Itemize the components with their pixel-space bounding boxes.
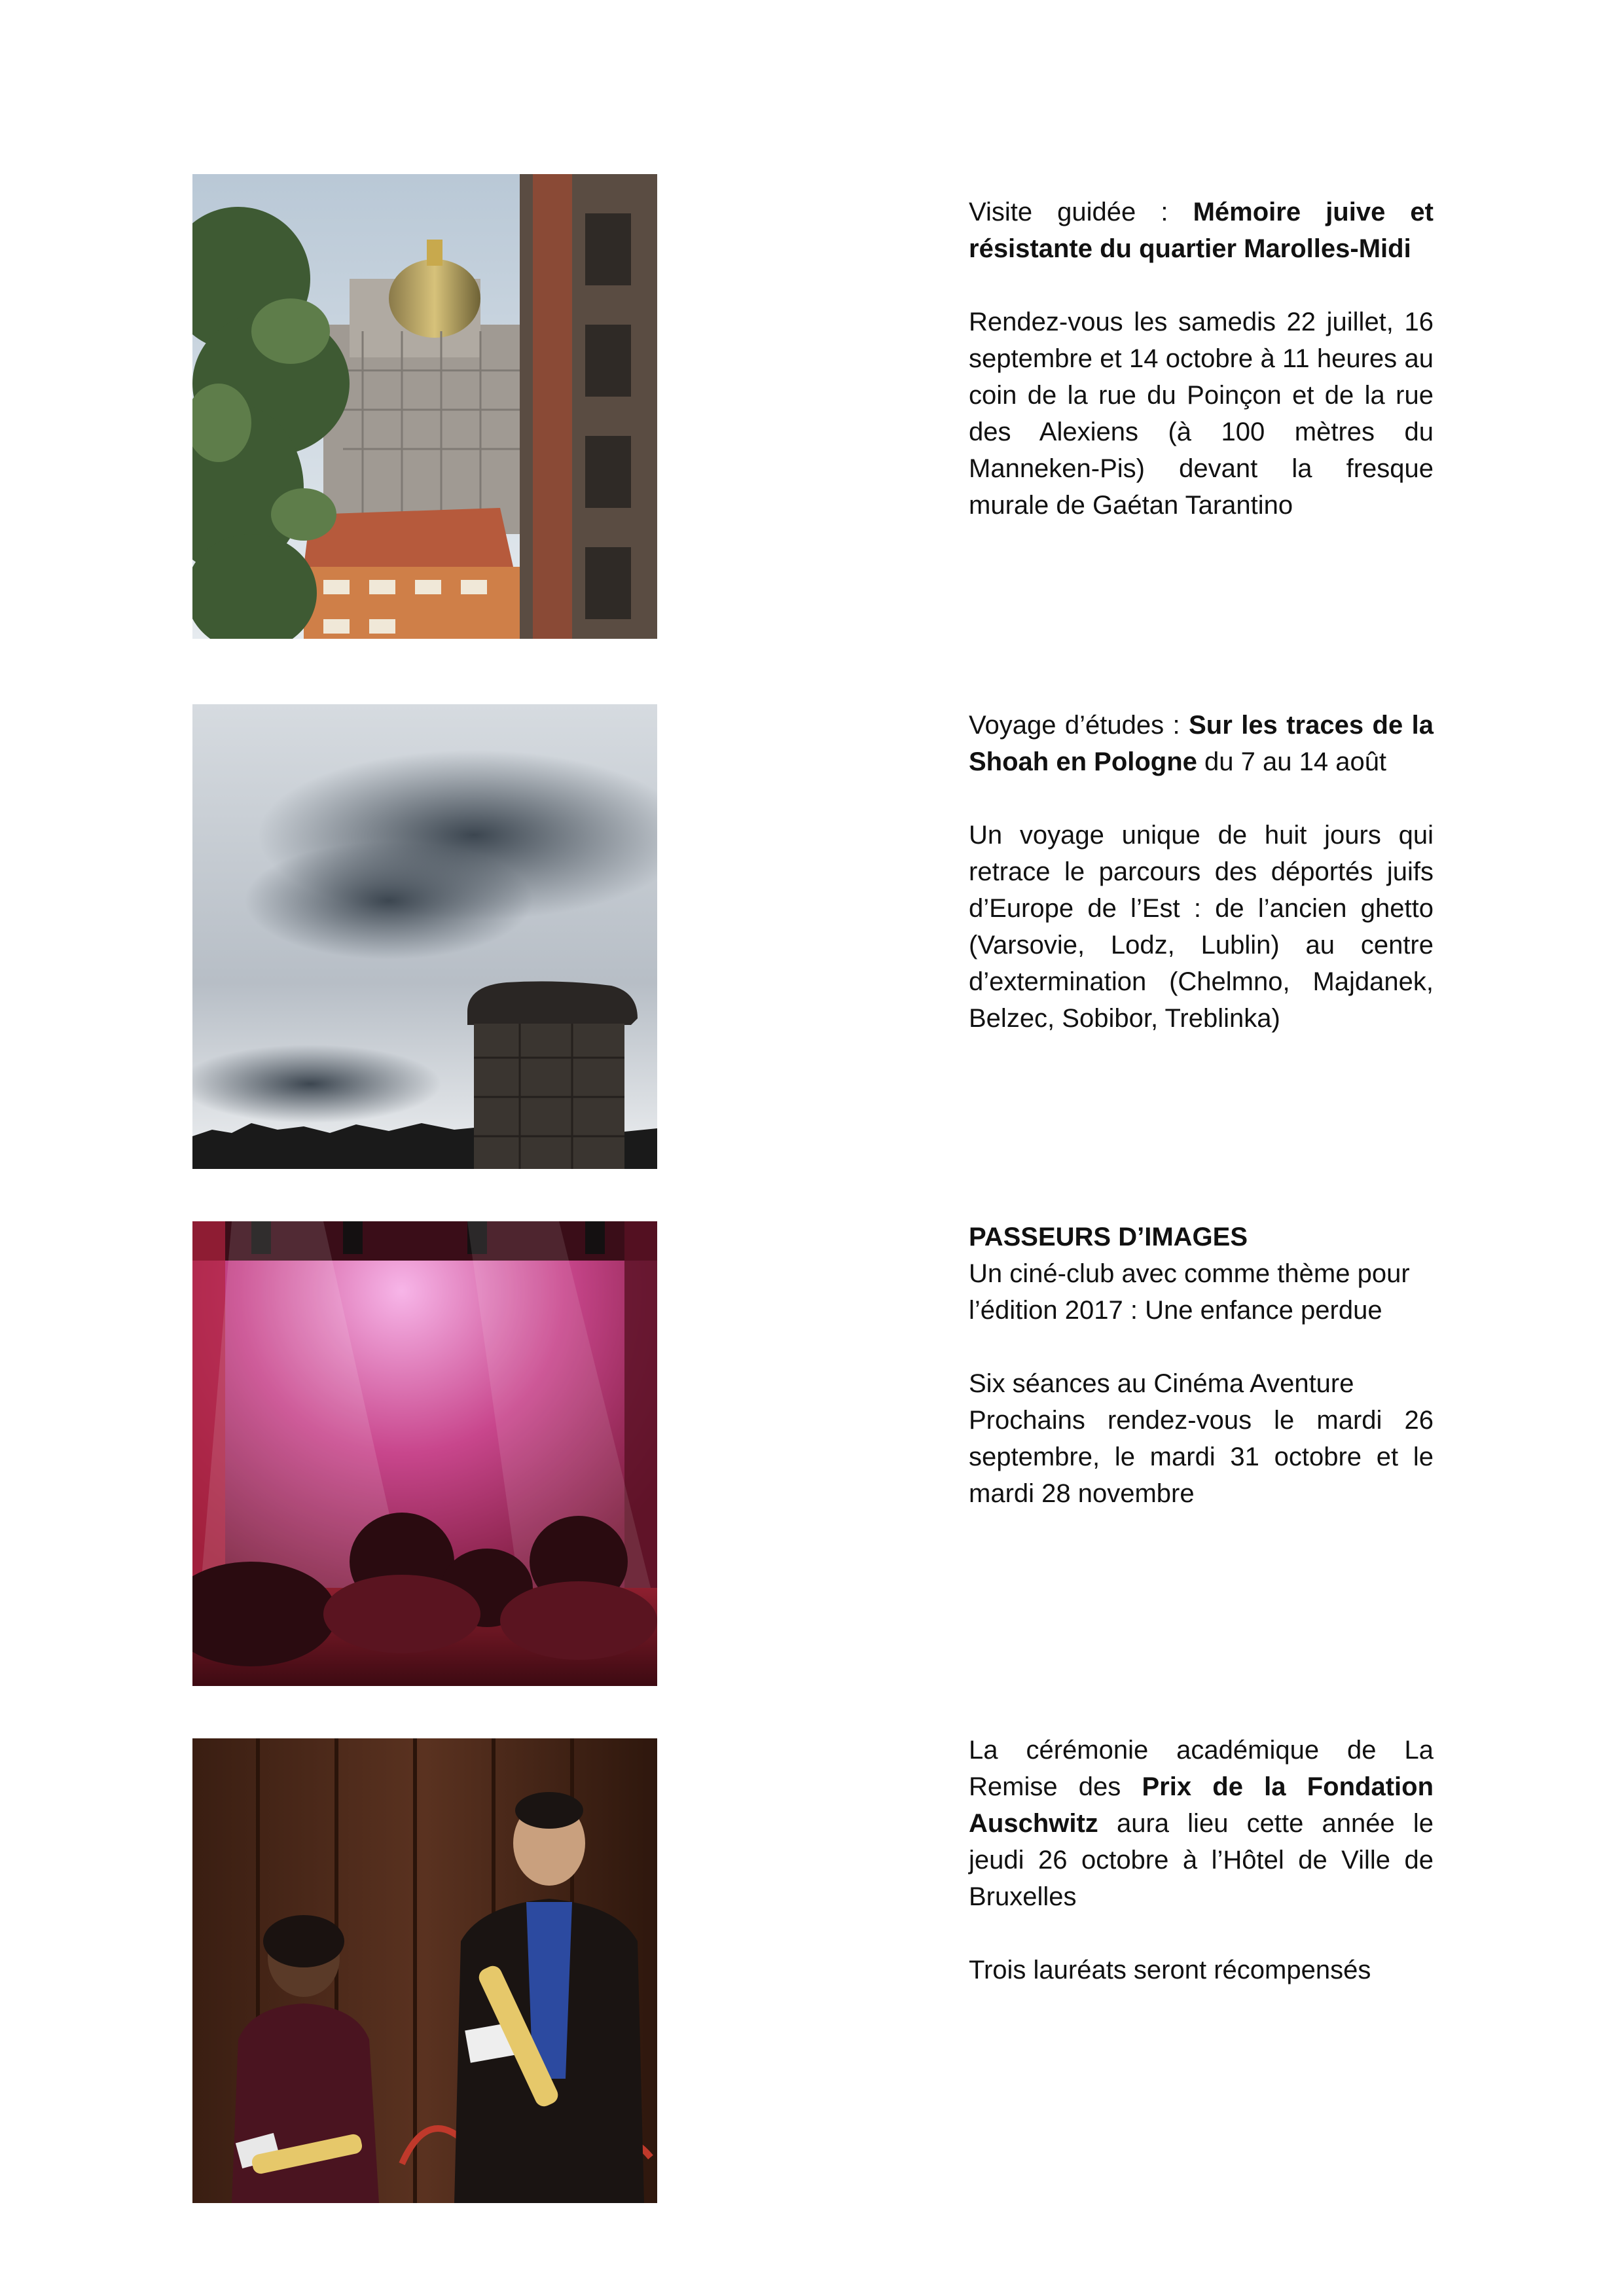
visite-prefix: Visite guidée : (969, 198, 1193, 226)
visite-title: Mémoire juive et résistante du quartier Marolles-Midi (969, 198, 1434, 263)
photo-palais-de-justice (192, 174, 657, 639)
prix-details: aura lieu cette année le jeudi 26 octobre à l’Hôtel de Ville de Bruxelles (969, 1809, 1434, 1911)
section-passeurs-text (969, 1219, 1434, 1512)
voyage-heading (969, 707, 1434, 780)
passeurs-theme: Un ciné-club avec comme thème pour l’édition 2017 : Une enfance perdue (969, 1259, 1410, 1325)
passeurs-block-2 (969, 1365, 1434, 1512)
visite-details: Rendez-vous les samedis 22 juillet, 16 septembre et 14 octobre à 11 heures au coin de la rue du Poinçon et de la rue des Alexiens (à 100 mètres du Manneken-Pis) devant la fresque murale de Gaétan Tarantino (969, 308, 1434, 520)
photo-laureats-ceremony (192, 1738, 657, 2203)
photo-cinema-audience (192, 1221, 657, 1686)
visite-heading (969, 194, 1434, 267)
prix-laureats: Trois lauréats seront récompensés (969, 1956, 1371, 1984)
section-voyage-text (969, 707, 1434, 1037)
prix-announcement (969, 1732, 1434, 1915)
section-visite-text (969, 194, 1434, 524)
passeurs-seances: Six séances au Cinéma Aventure (969, 1369, 1354, 1398)
passeurs-title: PASSEURS D’IMAGES (969, 1223, 1248, 1251)
prix-title: Prix de la Fondation Auschwitz (969, 1772, 1434, 1838)
photo-memorial-treblinka (192, 704, 657, 1169)
passeurs-dates: Prochains rendez-vous le mardi 26 septembre, le mardi 31 octobre et le mardi 28 novembre (969, 1406, 1434, 1508)
voyage-title: Sur les traces de la Shoah en Pologne (969, 711, 1434, 776)
voyage-prefix: Voyage d’études : (969, 711, 1189, 740)
passeurs-block-1 (969, 1219, 1434, 1329)
prix-prefix: La cérémonie académique de La Remise des (969, 1736, 1434, 1801)
section-prix-text (969, 1732, 1434, 1988)
voyage-dates: du 7 au 14 août (1197, 747, 1387, 776)
voyage-details: Un voyage unique de huit jours qui retrace le parcours des déportés juifs d’Europe de l’Est : de l’ancien ghetto (Varsovie, Lodz, Lublin) au centre d’extermination (Chelmno, Majdanek, Belzec, Sobibor, Treblinka) (969, 821, 1434, 1033)
